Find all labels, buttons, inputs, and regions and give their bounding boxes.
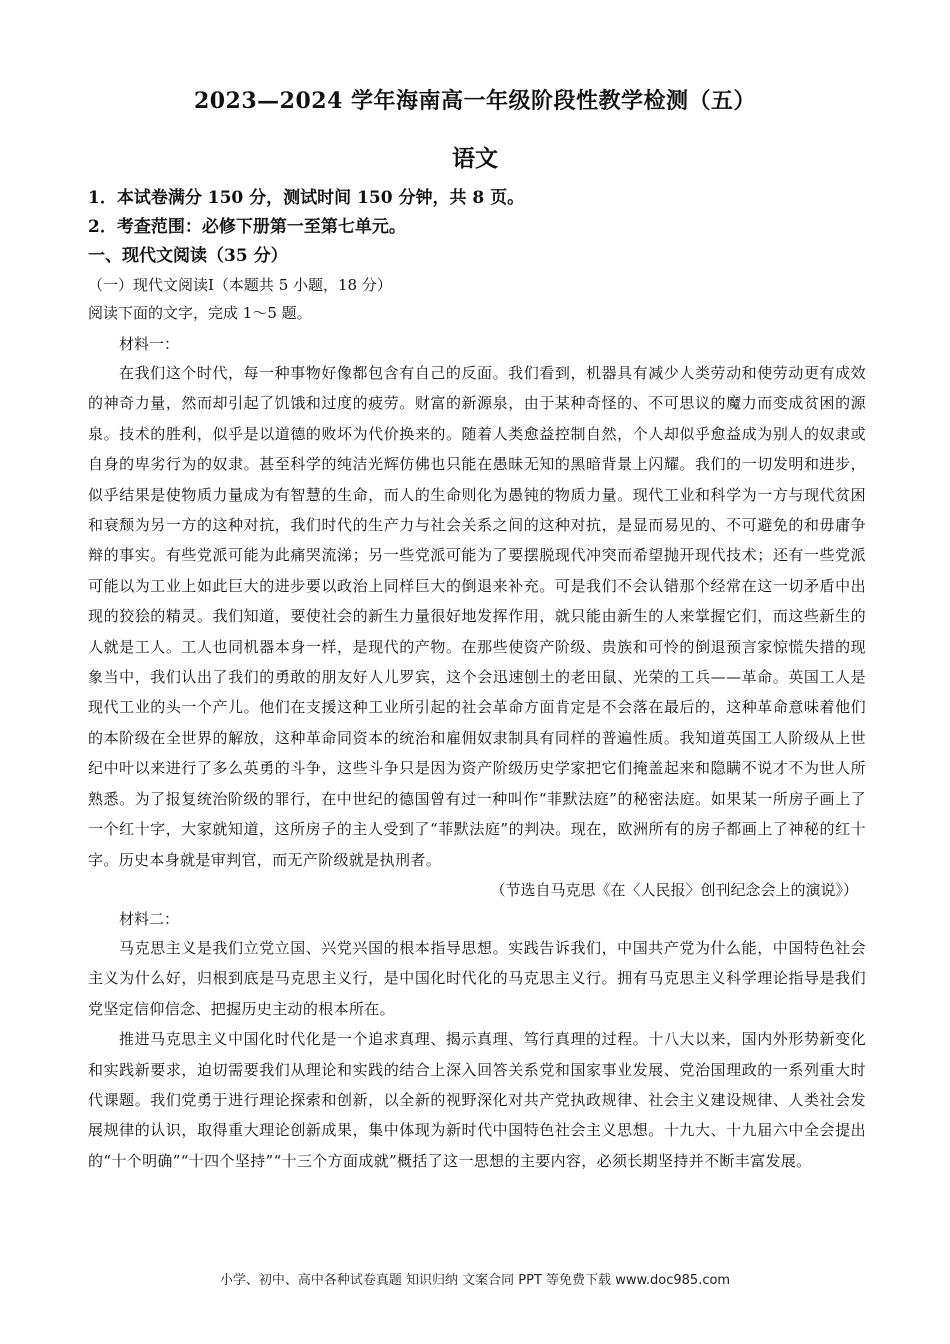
- material-1-text: 在我们这个时代，每一种事物好像都包含有自己的反面。我们看到，机器具有减少人类劳动和使劳动更有成效的神奇力量，然而却引起了饥饿和过度的疲劳。财富的新源泉，由于某种奇怪的、不可思议的魔力而变成贫困的源泉。技术的胜利，似乎是以道德的败坏为代价换来的。随着人类愈益控制自然，个人却似乎愈益成为别人的奴隶或自身的卑劣行为的奴隶。甚至科学的纯洁光辉仿佛也只能在愚昧无知的黑暗背景上闪耀。我们的一切发明和进步，似乎结果是使物质力量成为有智慧的生命，而人的生命则化为愚钝的物质力量。现代工业和科学为一方与现代贫困和衰颓为另一方的这种对抗，我们时代的生产力与社会关系之间的这种对抗，是显而易见的、不可避免的和毋庸争辩的事实。有些党派可能为此痛哭流涕；另一些党派可能为了要摆脱现代冲突而希望抛开现代技术；还有一些党派可能以为工业上如此巨大的进步要以政治上同样巨大的倒退来补充。可是我们不会认错那个经常在这一切矛盾中出现的狡狯的精灵。我们知道，要使社会的新生力量很好地发挥作用，就只能由新生的人来掌握它们，而这些新生的人就是工人。工人也同机器本身一样，是现代的产物。在那些使资产阶级、贵族和可怜的倒退预言家惊慌失措的现象当中，我们认出了我们的勇敢的朋友好人儿罗宾，这个会迅速刨土的老田鼠、光荣的工兵——革命。英国工人是现代工业的头一个产儿。他们在支援这种工业所引起的社会革命方面肯定是不会落在最后的，这种革命意味着他们的本阶级在全世界的解放，这种革命同资本的统治和雇佣奴隶制具有同样的普遍性质。我知道英国工人阶级从上世纪中叶以来进行了多么英勇的斗争，这些斗争只是因为资产阶级历史学家把它们掩盖起来和隐瞒不说才不为世人所熟悉。为了报复统治阶级的罪行，在中世纪的德国曾有过一种叫作“菲默法庭”的秘密法庭。如果某一所房子画上了一个红十字，大家就知道，这所房子的主人受到了“菲默法庭”的判决。现在，欧洲所有的房子都画上了神秘的红十字。历史本身就是审判官，而无产阶级就是执刑者。: [88, 364, 866, 869]
- reading-passage: [88, 330, 866, 1176]
- exam-notes: [88, 184, 868, 327]
- material-2-paragraph-2: 推进马克思主义中国化时代化是一个追求真理、揭示真理、笃行真理的过程。十八大以来，国内外形势新变化和实践新要求，迫切需要我们从理论和实践的结合上深入回答关系党和国家事业发展、党治国理政的一系列重大时代课题。我们党勇于进行理论探索和创新，以全新的视野深化对共产党执政规律、社会主义建设规律、人类社会发展规律的认识，取得重大理论创新成果，集中体现为新时代中国特色社会主义思想。十九大、十九届六中全会提出的“十个明确”“十四个坚持”“十三个方面成就”概括了这一思想的主要内容，必须长期坚持并不断丰富发展。: [88, 1030, 866, 1170]
- section-heading: 一、现代文阅读（35 分）: [88, 246, 288, 266]
- material-2-paragraph-1: 马克思主义是我们立党立国、兴党兴国的根本指导思想。实践告诉我们，中国共产党为什么能，中国特色社会主义为什么好，归根到底是马克思主义行，是中国化时代化的马克思主义行。拥有马克思主义科学理论指导是我们党坚定信仰信念、把握历史主动的根本所在。: [88, 938, 866, 1018]
- material-1-source: （节选自马克思《在〈人民报〉创刊纪念会上的演说》）: [490, 880, 858, 899]
- page-footer: 小学、初中、高中各种试卷真题 知识归纳 文案合同 PPT 等免费下载 www.doc985.com: [219, 1273, 731, 1288]
- reading-instruction: 阅读下面的文字，完成 1～5 题。: [88, 304, 312, 322]
- section-subheading: （一）现代文阅读Ⅰ（本题共 5 小题，18 分）: [88, 276, 392, 294]
- note-1: 1．本试卷满分 150 分，测试时间 150 分钟，共 8 页。: [88, 188, 525, 208]
- exam-title: 2023—2024 学年海南高一年级阶段性教学检测（五）: [193, 88, 757, 114]
- material-2-label: 材料二：: [119, 909, 180, 928]
- note-2: 2．考查范围：必修下册第一至第七单元。: [88, 217, 406, 237]
- subject-title: 语文: [452, 145, 498, 172]
- material-1-label: 材料一：: [119, 335, 180, 353]
